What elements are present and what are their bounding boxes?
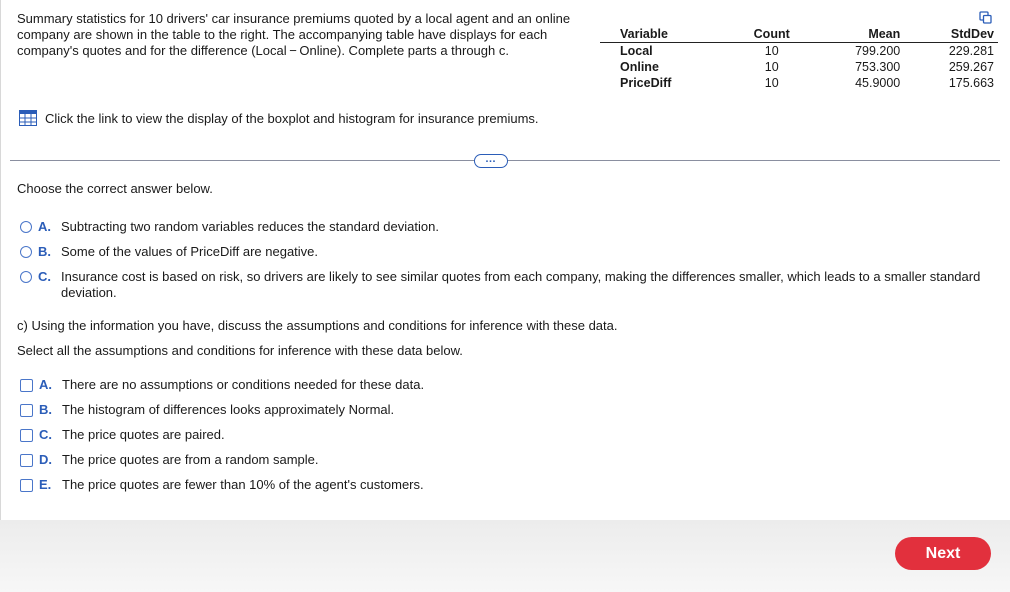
option-text: The price quotes are fewer than 10% of the agent's customers. (62, 477, 424, 492)
question-b-prompt: Choose the correct answer below. (17, 181, 213, 196)
ellipsis-icon: … (485, 153, 497, 165)
option-letter: C. (39, 427, 52, 442)
grid-icon (19, 110, 37, 126)
cell-stddev: 175.663 (948, 76, 994, 90)
checkbox[interactable] (20, 379, 33, 392)
data-link-text[interactable]: Click the link to view the display of the boxplot and histogram for insurance premiums. (45, 110, 539, 126)
cell-count: 10 (764, 76, 779, 90)
next-button[interactable]: Next (895, 537, 991, 570)
checkbox-option-d[interactable] (20, 452, 319, 468)
footer-bar (0, 520, 1010, 592)
checkbox[interactable] (20, 429, 33, 442)
cell-variable: Local (620, 44, 653, 58)
cell-mean: 799.200 (855, 44, 901, 58)
question-c-heading: c) Using the information you have, discuss the assumptions and conditions for inference with these data. (17, 318, 618, 333)
radio-button[interactable] (20, 271, 32, 283)
copy-icon[interactable] (979, 11, 992, 24)
table-row (600, 75, 998, 91)
radio-option-a[interactable] (20, 219, 439, 235)
option-letter: E. (39, 477, 52, 492)
checkbox-option-b[interactable] (20, 402, 394, 418)
checkbox[interactable] (20, 479, 33, 492)
question-c-instruction: Select all the assumptions and conditions for inference with these data below. (17, 343, 463, 358)
option-letter: B. (38, 244, 51, 259)
expand-button[interactable] (474, 154, 508, 168)
checkbox[interactable] (20, 404, 33, 417)
summary-stats-table (600, 26, 998, 91)
cell-count: 10 (764, 60, 779, 74)
option-text: The price quotes are paired. (62, 427, 225, 442)
left-border (0, 0, 1, 520)
option-text: Insurance cost is based on risk, so drivers are likely to see similar quotes from each company, making the differences smaller, which leads to a smaller standard deviation. (61, 269, 981, 300)
cell-mean: 753.300 (855, 60, 901, 74)
cell-stddev: 259.267 (948, 60, 994, 74)
cell-variable: Online (620, 60, 659, 74)
table-header-row (600, 26, 998, 43)
checkbox[interactable] (20, 454, 33, 467)
radio-option-c[interactable] (20, 269, 986, 301)
option-letter: A. (38, 219, 51, 234)
header-stddev: StdDev (904, 26, 998, 43)
radio-button[interactable] (20, 246, 32, 258)
checkbox-option-a[interactable] (20, 377, 424, 393)
checkbox-option-e[interactable] (20, 477, 424, 493)
boxplot-histogram-link[interactable] (19, 110, 539, 126)
option-text: The price quotes are from a random sample. (62, 452, 319, 467)
cell-stddev: 229.281 (948, 44, 994, 58)
header-variable: Variable (600, 26, 733, 43)
cell-mean: 45.9000 (855, 76, 901, 90)
option-text: The histogram of differences looks approximately Normal. (62, 402, 395, 417)
cell-variable: PriceDiff (620, 76, 672, 90)
option-text: Some of the values of PriceDiff are negative. (61, 244, 319, 259)
option-text: There are no assumptions or conditions needed for these data. (62, 377, 425, 392)
option-letter: B. (39, 402, 52, 417)
header-mean: Mean (811, 26, 905, 43)
table-row (600, 59, 998, 75)
header-count: Count (733, 26, 811, 43)
option-letter: D. (39, 452, 52, 467)
checkbox-option-c[interactable] (20, 427, 225, 443)
option-letter: C. (38, 269, 51, 284)
radio-option-b[interactable] (20, 244, 318, 260)
radio-button[interactable] (20, 221, 32, 233)
option-letter: A. (39, 377, 52, 392)
table-row (600, 43, 998, 60)
intro-text: Summary statistics for 10 drivers' car insurance premiums quoted by a local agent and an online company are shown in the table to the right. The accompanying table have displays for each company's quotes and for the difference (Local − Online). Complete parts a through c. (17, 11, 571, 58)
cell-count: 10 (764, 44, 779, 58)
option-text: Subtracting two random variables reduces the standard deviation. (61, 219, 439, 234)
